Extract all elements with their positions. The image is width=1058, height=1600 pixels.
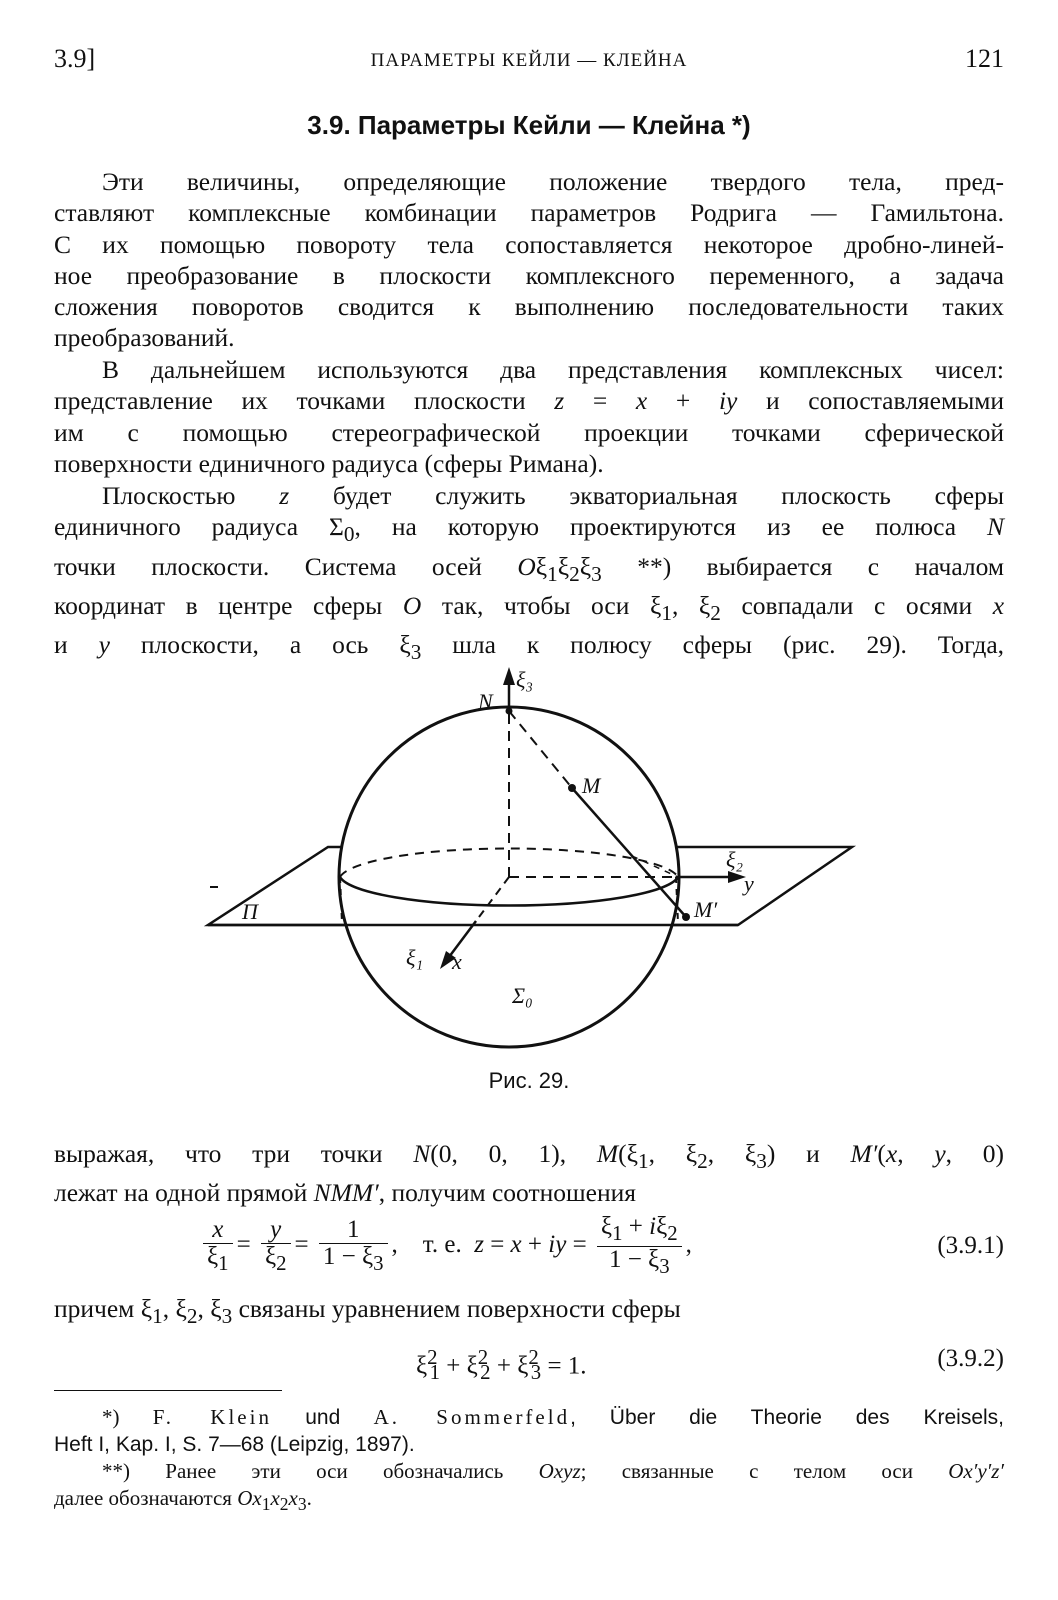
equation-body: $\frac{x}{\xi_1}$ = $\frac{y}{\xi_2}$ = $\frac{1}{1 - \xi_3}$ , т. е. z = x + iy = $\frac{\xi_1 + i\xi_2}{1 - \xi_3}$ , xyxy=(199,1214,692,1279)
text-line: далее обозначаются $Ox_1x_2x_3$. xyxy=(54,1486,312,1515)
figure-29-stereographic-projection xyxy=(190,655,870,1075)
label-xi2: ξ₂ xyxy=(726,847,744,872)
text-line: В дальнейшем используются два представления комплексных чисел: xyxy=(102,355,1004,384)
paragraph-4 xyxy=(54,1138,1004,1209)
text-line: *) F. Klein und A. Sommerfeld, Über die Theorie des Kreisels, xyxy=(102,1405,1004,1429)
label-Pi: П xyxy=(242,899,258,924)
point-M xyxy=(568,784,576,792)
text-line: лежат на одной прямой NMM′, получим соотношения xyxy=(54,1178,636,1208)
footnotes xyxy=(54,1404,1004,1518)
paragraph-1 xyxy=(54,166,1004,354)
running-title: ПАРАМЕТРЫ КЕЙЛИ — КЛЕЙНА xyxy=(370,50,688,71)
text-line: Heft I, Kap. I, S. 7—68 (Leipzig, 1897). xyxy=(54,1433,415,1456)
text-line: Эти величины, определяющие положение твердого тела, пред- xyxy=(102,167,1004,196)
footnote-1 xyxy=(54,1404,1004,1458)
equation-body: $\xi^2_1 + \xi^2_2 + \xi^2_3 = 1$. xyxy=(416,1345,587,1385)
section-title: 3.9. Параметры Кейли — Клейна *) xyxy=(307,110,751,140)
text-line: им с помощью стереографической проекции точками сферической xyxy=(54,417,1004,447)
text-line: сложения поворотов сводится к выполнению последовательности таких xyxy=(54,292,1004,322)
point-M-prime xyxy=(682,913,690,921)
equation-3-9-1 xyxy=(54,1214,1004,1278)
label-xi3: ξ₃ xyxy=(516,667,534,692)
point-N xyxy=(506,708,513,715)
page-number: 121 xyxy=(965,44,1004,73)
label-x: x xyxy=(452,949,462,974)
label-M: M xyxy=(582,773,601,798)
text-line: координат в центре сферы O так, чтобы оси $\xi_1$, $\xi_2$ совпадали с осями x xyxy=(54,591,1005,626)
label-N: N xyxy=(478,689,493,714)
label-xi1: ξ₁ xyxy=(406,945,424,970)
equation-number: (3.9.1) xyxy=(937,1232,1004,1259)
text-line: точки плоскости. Система осей $O\xi_1\xi_2\xi_3$ **) выбирается с началом xyxy=(54,551,1005,586)
label-Sigma0: Σ₀ xyxy=(512,983,533,1008)
equation-3-9-2 xyxy=(54,1345,1004,1385)
text-line: единичного радиуса $\Sigma_0$, на которую проектируются из ее полюса N xyxy=(54,512,1005,547)
paragraph-5: причем $\xi_1$, $\xi_2$, $\xi_3$ связаны уравнением поверхности сферы xyxy=(54,1294,681,1329)
text-line: представление их точками плоскости z = x + iy и сопоставляемыми xyxy=(54,386,1005,416)
footnote-2 xyxy=(54,1458,1004,1518)
equation-number: (3.9.2) xyxy=(937,1345,1004,1372)
label-M-prime: M′ xyxy=(694,897,718,922)
text-line: ставляют комплексные комбинации параметров Родрига — Гамильтона. xyxy=(54,198,1004,228)
text-line: преобразований. xyxy=(54,323,235,353)
label-y: y xyxy=(744,871,754,896)
paragraph-2 xyxy=(54,354,1004,479)
footnote-rule xyxy=(54,1390,282,1391)
text-line: поверхности единичного радиуса (сферы Римана). xyxy=(54,448,604,478)
text-line: и y плоскости, а ось $\xi_3$ шла к полюсу сферы (рис. 29). Тогда, xyxy=(54,630,1005,665)
running-head xyxy=(54,44,1004,78)
text-line: выражая, что три точки N(0, 0, 1), $M(\xi_1$, $\xi_2$, $\xi_3$) и M′(x, y, 0) xyxy=(54,1139,1005,1174)
section-number: 3.9] xyxy=(54,44,96,73)
text-line: Плоскостью z будет служить экваториальная плоскость сферы xyxy=(102,481,1005,510)
text-line: С их помощью повороту тела сопоставляется некоторое дробно-линей- xyxy=(54,229,1004,259)
figure-caption: Рис. 29. xyxy=(488,1068,570,1093)
text-line: ное преобразование в плоскости комплексного переменного, а задача xyxy=(54,260,1004,290)
text-line: **) Ранее эти оси обозначались Oxyz; связанные с телом оси Ox′y′z′ xyxy=(102,1459,1005,1483)
paragraph-3 xyxy=(54,480,1004,669)
